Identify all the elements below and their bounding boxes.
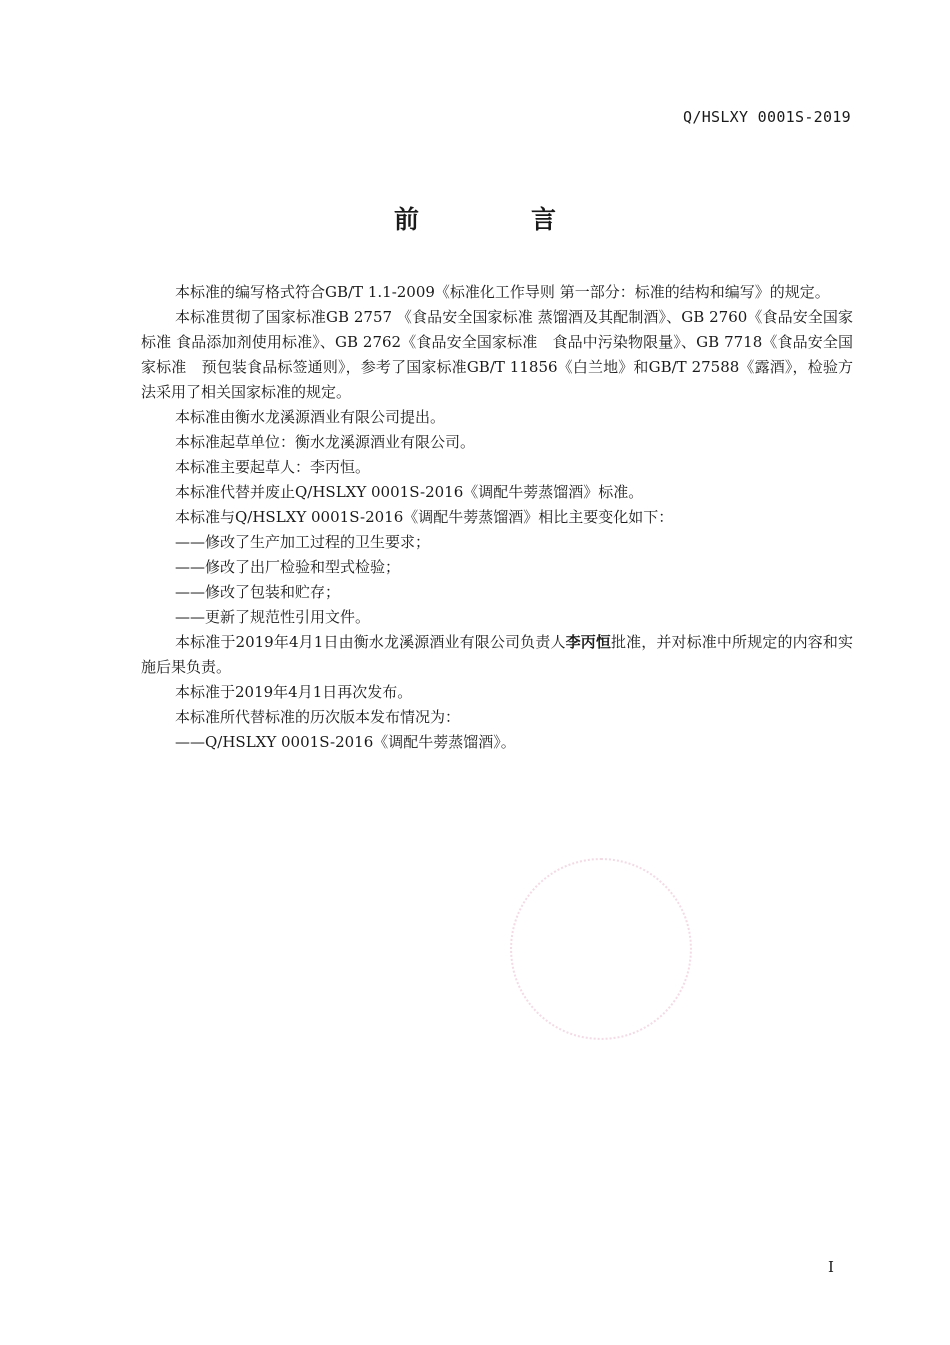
paragraph-history-intro: 本标准所代替标准的历次版本发布情况为： xyxy=(175,708,461,726)
title-char-1: 前 xyxy=(393,205,419,234)
paragraph-references: 本标准贯彻了国家标准GB 2757 《食品安全国家标准 蒸馏酒及其配制酒》、GB 2760《食品安全国家标准 食品添加剂使用标准》、GB 2762《食品安全国家标准 食品中污染物限量》、GB 7718《食品安全国家标准 预包装食品标签通则》，参考了国家标准GB/T 11856《白兰地》和GB/T 27588《露酒》，检验方法采用了相关国家标准的规定。 xyxy=(141,308,853,401)
paragraph-approval xyxy=(141,630,853,680)
history-item: ——Q/HSLXY 0001S-2016《调配牛蒡蒸馏酒》。 xyxy=(175,733,516,751)
change-item: ——修改了生产加工过程的卫生要求； xyxy=(175,533,431,551)
approval-text-before: 本标准于2019年4月1日由衡水龙溪源酒业有限公司负责人 xyxy=(175,633,566,651)
paragraph-drafting-unit: 本标准起草单位：衡水龙溪源酒业有限公司。 xyxy=(175,433,476,451)
faded-seal-stamp xyxy=(510,858,692,1040)
paragraph-replaces: 本标准代替并废止Q/HSLXY 0001S-2016《调配牛蒡蒸馏酒》标准。 xyxy=(175,483,644,501)
change-item: ——更新了规范性引用文件。 xyxy=(175,608,371,626)
paragraph-changes-intro: 本标准与Q/HSLXY 0001S-2016《调配牛蒡蒸馏酒》相比主要变化如下： xyxy=(175,508,674,526)
standard-code: Q/HSLXY 0001S-2019 xyxy=(683,108,851,126)
paragraph-proposer: 本标准由衡水龙溪源酒业有限公司提出。 xyxy=(175,408,446,426)
approver-name: 李丙恒 xyxy=(565,633,611,651)
page-number: I xyxy=(828,1258,834,1276)
title-char-2: 言 xyxy=(531,205,557,234)
change-item: ——修改了出厂检验和型式检验； xyxy=(175,558,401,576)
change-item: ——修改了包装和贮存； xyxy=(175,583,341,601)
paragraph-format: 本标准的编写格式符合GB/T 1.1-2009《标准化工作导则 第一部分：标准的结构和编写》的规定。 xyxy=(175,283,830,301)
foreword-body xyxy=(141,280,853,755)
page-title xyxy=(0,200,950,236)
paragraph-drafter: 本标准主要起草人：李丙恒。 xyxy=(175,458,371,476)
paragraph-release: 本标准于2019年4月1日再次发布。 xyxy=(175,683,413,701)
approval-text-after: 批准，并对标准中所规定的内容和实施后果负责。 xyxy=(141,633,853,676)
